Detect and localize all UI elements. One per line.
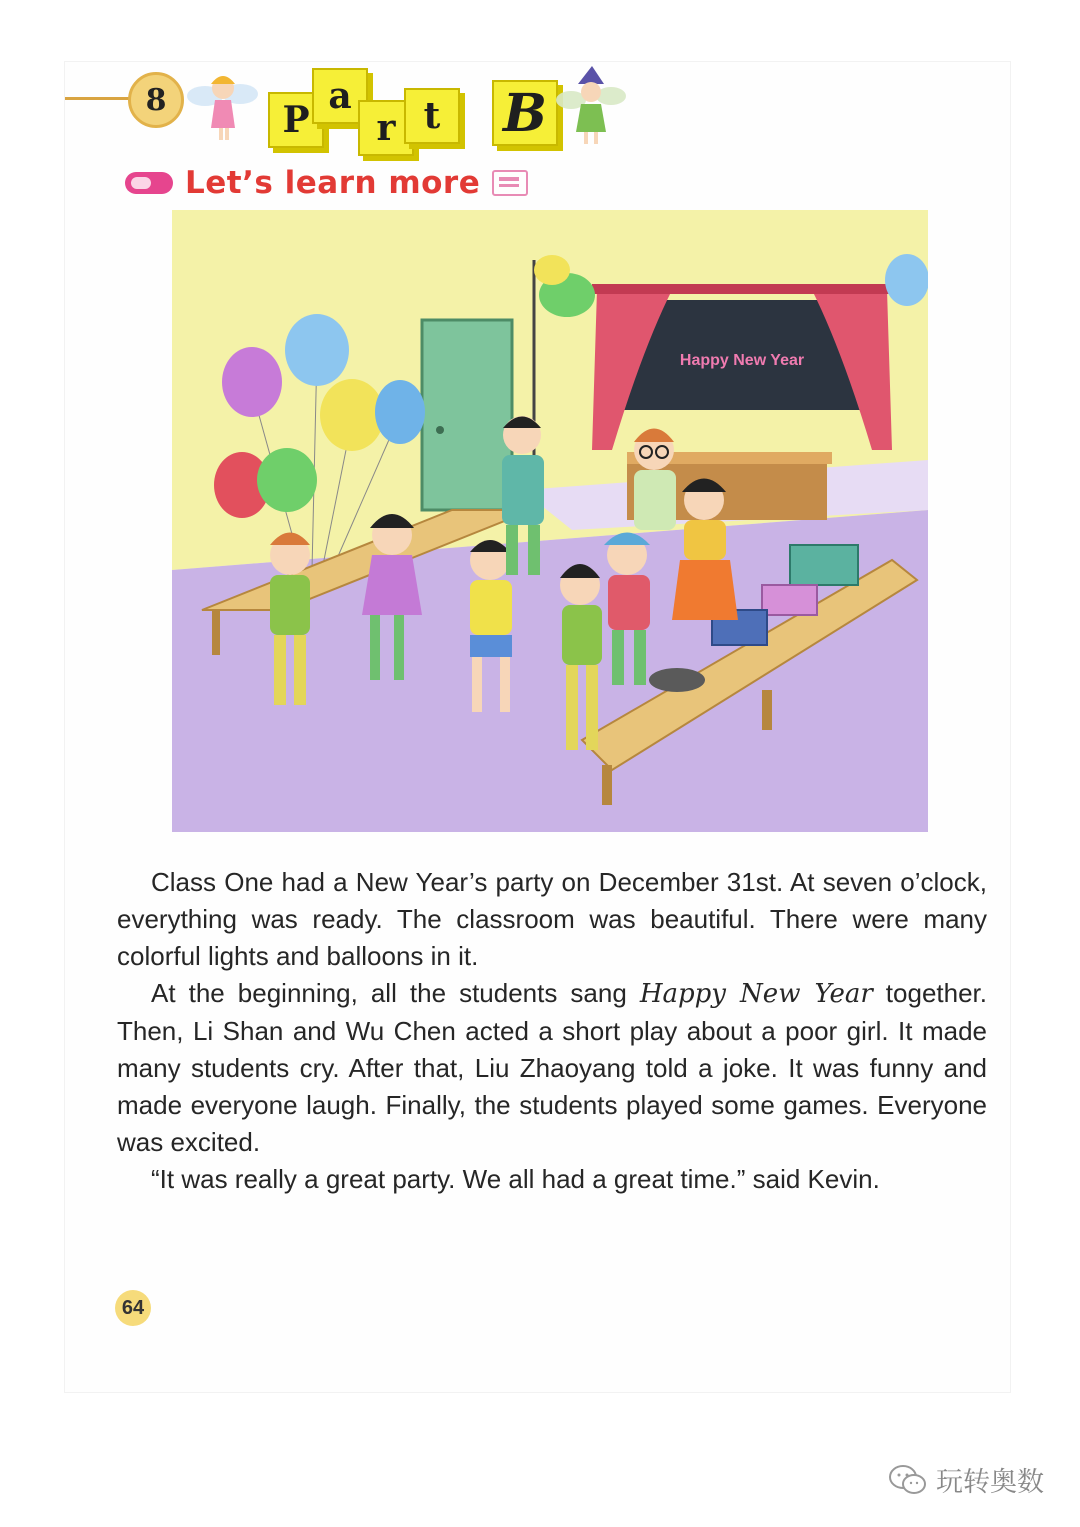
- story-paragraph-3: “It was really a great party. We all had a great time.” said Kevin.: [151, 1164, 880, 1194]
- fairy-right-icon: [556, 66, 626, 150]
- part-block-p: P: [268, 92, 324, 148]
- section-heading: [125, 165, 528, 201]
- part-block-r: r: [358, 100, 414, 156]
- header-rule: [65, 97, 135, 100]
- cassette-icon[interactable]: [492, 170, 528, 196]
- wechat-icon: [888, 1464, 928, 1496]
- song-title: Happy New Year: [639, 979, 873, 1009]
- section-title: Let’s learn more: [185, 165, 481, 201]
- story-paragraph-1: Class One had a New Year’s party on December 31st. At seven o’clock, everything was ready. The classroom was beautiful. There were many colorful lights and balloons in it.: [117, 867, 987, 971]
- tape-play-icon[interactable]: [125, 172, 173, 194]
- story-text: [117, 864, 987, 1198]
- page-number: 64: [115, 1290, 151, 1326]
- part-block-t: t: [404, 88, 460, 144]
- part-block-b: B: [492, 80, 558, 146]
- watermark-text: 玩转奥数: [936, 1467, 1044, 1498]
- fairy-left-icon: [185, 66, 260, 146]
- p2-rest: together. Then, Li Shan and Wu Chen acted a short play about a poor girl. It made many students cry. After that, Liu Zhaoyang told a joke. It was funny and made everyone laugh. Finally, the students played some games. Everyone was excited.: [117, 978, 988, 1157]
- unit-number-badge: 8: [128, 72, 184, 128]
- story-paragraph-2: [117, 975, 987, 1161]
- p2-intro: At the beginning, all the students sang: [151, 978, 640, 1008]
- watermark: [888, 1460, 1044, 1499]
- blackboard-text: Happy New Year: [679, 352, 805, 369]
- part-block-a: a: [312, 68, 368, 124]
- party-illustration: [172, 210, 928, 832]
